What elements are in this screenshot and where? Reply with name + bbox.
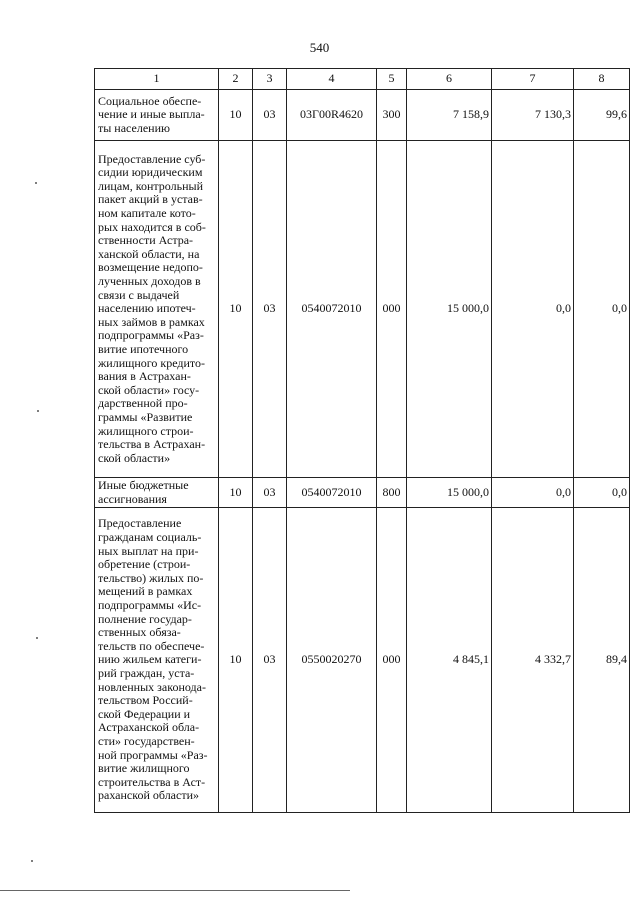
row-name-line: подпрограммы «Ис- <box>98 598 202 613</box>
executed-amount-cell: 0,0 <box>492 141 574 478</box>
row-name-cell <box>95 508 219 813</box>
row-name-line: населению ипотеч- <box>98 301 196 316</box>
table-header-row <box>95 69 630 90</box>
executed-amount-cell: 0,0 <box>492 478 574 508</box>
execution-percent-cell: 89,4 <box>574 508 630 813</box>
target-article-cell: 0540072010 <box>287 141 377 478</box>
header-cell: 4 <box>287 69 377 90</box>
subsection-code-cell: 03 <box>253 90 287 141</box>
planned-amount-cell: 15 000,0 <box>407 141 492 478</box>
planned-amount-cell: 7 158,9 <box>407 90 492 141</box>
section-code-cell: 10 <box>219 90 253 141</box>
row-name-line: вания в Астрахан- <box>98 369 191 384</box>
row-name-line: обретение (строи- <box>98 557 191 572</box>
row-name-line: чение и иные выпла- <box>98 107 205 122</box>
row-name-line: тельством Россий- <box>98 693 193 708</box>
execution-percent-cell: 0,0 <box>574 478 630 508</box>
target-article-cell: 0550020270 <box>287 508 377 813</box>
scan-speck <box>36 637 38 639</box>
row-name-line: ханской области, на <box>98 246 200 261</box>
scan-speck <box>31 860 33 862</box>
row-name-line: сти» государствен- <box>98 733 195 748</box>
subsection-code-cell: 03 <box>253 141 287 478</box>
row-name-line: тельств по обеспече- <box>98 638 205 653</box>
header-cell: 3 <box>253 69 287 90</box>
row-name-line: ственности Астра- <box>98 233 194 248</box>
row-name-line: возмещение недопо- <box>98 260 203 275</box>
row-name-line: рий граждан, уста- <box>98 665 195 680</box>
row-name-line: жилищного кредито- <box>98 355 206 370</box>
table-row <box>95 141 630 478</box>
row-name-cell <box>95 90 219 141</box>
header-cell: 2 <box>219 69 253 90</box>
scan-speck <box>37 410 39 412</box>
row-name-line: раханской области» <box>98 788 199 803</box>
row-name-line: ассигнования <box>98 491 167 506</box>
row-name-line: полнение государ- <box>98 611 192 626</box>
subsection-code-cell: 03 <box>253 508 287 813</box>
header-cell: 8 <box>574 69 630 90</box>
row-name-line: Предоставление суб- <box>98 151 206 166</box>
row-name-line: жилищного строи- <box>98 423 194 438</box>
execution-percent-cell: 0,0 <box>574 141 630 478</box>
row-name-line: гражданам социаль- <box>98 530 202 545</box>
executed-amount-cell: 4 332,7 <box>492 508 574 813</box>
row-name-line: Социальное обеспе- <box>98 93 202 108</box>
row-name-line: ной программы «Раз- <box>98 747 208 762</box>
row-name-line: новленных законода- <box>98 679 206 694</box>
row-name-line: ных выплат на при- <box>98 543 199 558</box>
execution-percent-cell: 99,6 <box>574 90 630 141</box>
section-code-cell: 10 <box>219 478 253 508</box>
row-name-line: дарственной про- <box>98 396 188 411</box>
header-cell: 1 <box>95 69 219 90</box>
row-name-line: ской области» госу- <box>98 382 200 397</box>
row-name-line: витие ипотечного <box>98 341 189 356</box>
page-bottom-rule <box>0 890 350 891</box>
header-cell: 7 <box>492 69 574 90</box>
row-name-line: ных займов в рамках <box>98 314 205 329</box>
page-number: 540 <box>309 40 330 55</box>
target-article-cell: 03Г00R4620 <box>287 90 377 141</box>
target-article-cell: 0540072010 <box>287 478 377 508</box>
row-name-line: ской области» <box>98 450 171 465</box>
row-name-line: Иные бюджетные <box>98 478 189 492</box>
header-cell: 5 <box>377 69 407 90</box>
planned-amount-cell: 4 845,1 <box>407 508 492 813</box>
budget-table <box>94 68 630 813</box>
row-name-line: тельства в Астрахан- <box>98 437 206 452</box>
row-name-line: сидии юридическим <box>98 165 203 180</box>
row-name-line: рых находится в соб- <box>98 219 206 234</box>
row-name-line: ственных обяза- <box>98 625 181 640</box>
row-name-line: нию жильем категи- <box>98 652 202 667</box>
expense-type-cell: 000 <box>377 508 407 813</box>
row-name-line: ном капитале кото- <box>98 206 196 221</box>
row-name-line: мещений в рамках <box>98 584 193 599</box>
section-code-cell: 10 <box>219 508 253 813</box>
executed-amount-cell: 7 130,3 <box>492 90 574 141</box>
expense-type-cell: 000 <box>377 141 407 478</box>
expense-type-cell: 800 <box>377 478 407 508</box>
row-name-line: витие жилищного <box>98 761 190 776</box>
table-row <box>95 478 630 508</box>
scan-speck <box>35 182 37 184</box>
row-name-line: Астраханской обла- <box>98 720 200 735</box>
row-name-line: ской Федерации и <box>98 706 191 721</box>
row-name-line: лученных доходов в <box>98 274 201 289</box>
row-name-line: граммы «Развитие <box>98 409 193 424</box>
row-name-cell <box>95 141 219 478</box>
table-row <box>95 90 630 141</box>
row-name-line: тельство) жилых по- <box>98 570 204 585</box>
row-name-line: Предоставление <box>98 516 182 531</box>
row-name-cell <box>95 478 219 508</box>
row-name-line: пакет акций в устав- <box>98 192 203 207</box>
expense-type-cell: 300 <box>377 90 407 141</box>
row-name-line: связи с выдачей <box>98 287 180 302</box>
row-name-line: строительства в Аст- <box>98 774 206 789</box>
header-cell: 6 <box>407 69 492 90</box>
row-name-line: ты населению <box>98 120 170 135</box>
row-name-line: подпрограммы «Раз- <box>98 328 204 343</box>
section-code-cell: 10 <box>219 141 253 478</box>
row-name-line: лицам, контрольный <box>98 178 203 193</box>
subsection-code-cell: 03 <box>253 478 287 508</box>
planned-amount-cell: 15 000,0 <box>407 478 492 508</box>
table-row <box>95 508 630 813</box>
